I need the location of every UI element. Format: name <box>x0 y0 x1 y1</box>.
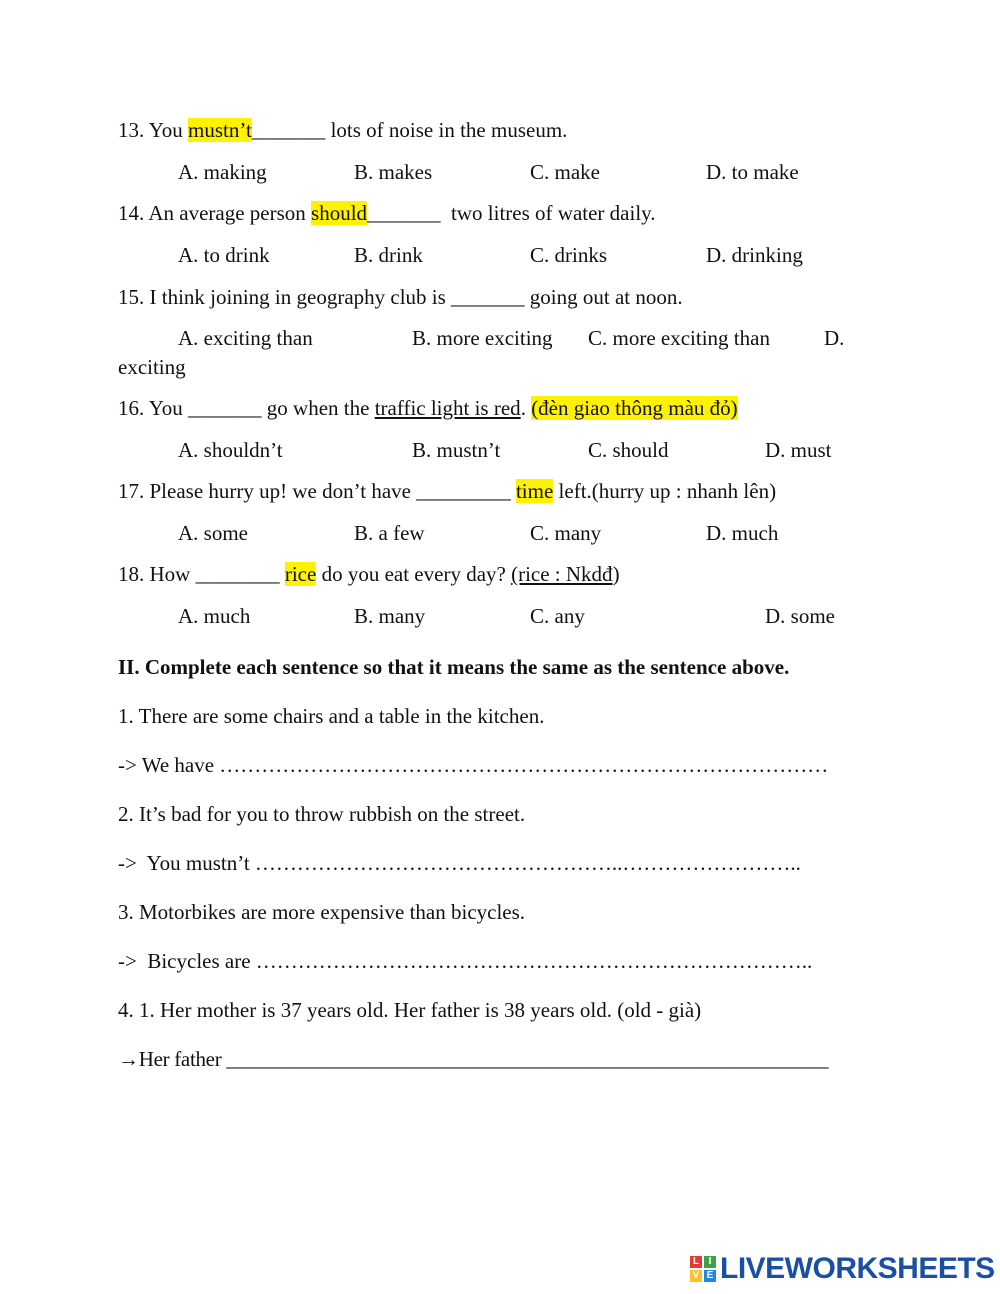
option-d[interactable]: D. some <box>765 604 835 628</box>
option-a[interactable]: A. making <box>178 160 267 184</box>
question-17-stem: 17. Please hurry up! we don’t have _________ time left.(hurry up : nhanh lên) <box>118 479 777 503</box>
option-b[interactable]: B. more exciting <box>412 326 553 350</box>
option-d[interactable]: D. to make <box>706 160 799 184</box>
rewrite-sentence-4: 4. 1. Her mother is 37 years old. Her father is 38 years old. (old - già) <box>118 998 702 1022</box>
rewrite-sentence-2: 2. It’s bad for you to throw rubbish on the street. <box>118 802 526 826</box>
question-13-stem: 13. You mustn’t_______ lots of noise in the museum. <box>118 118 568 142</box>
logo-mark-e: E <box>704 1270 716 1282</box>
option-a[interactable]: A. much <box>178 604 251 628</box>
underlined-phrase: traffic light is red <box>374 396 521 420</box>
option-c[interactable]: C. make <box>530 160 600 184</box>
question-16-stem: 16. You _______ go when the traffic light is red. (đèn giao thông màu đỏ) <box>118 396 738 420</box>
option-d-wrap[interactable]: exciting <box>118 355 186 379</box>
option-c[interactable]: C. many <box>530 521 602 545</box>
logo-mark-v: V <box>690 1270 702 1282</box>
option-b[interactable]: B. makes <box>354 160 433 184</box>
option-a[interactable]: A. some <box>178 521 248 545</box>
option-b[interactable]: B. many <box>354 604 426 628</box>
rewrite-answer-1[interactable]: -> We have …………………………………………………………………………… <box>118 753 829 777</box>
option-c[interactable]: C. drinks <box>530 243 608 267</box>
rewrite-sentence-1: 1. There are some chairs and a table in the kitchen. <box>118 704 545 728</box>
option-d[interactable]: D. drinking <box>706 243 803 267</box>
underlined-phrase: (rice : Nkdđ <box>511 562 613 586</box>
question-number: 13. <box>118 118 145 142</box>
rewrite-answer-2[interactable]: -> You mustn’t ……………………………………………..…………………….. <box>118 851 801 875</box>
highlighted-translation: (đèn giao thông màu đỏ) <box>531 396 738 420</box>
option-c[interactable]: C. should <box>588 438 669 462</box>
option-b[interactable]: B. drink <box>354 243 423 267</box>
question-number: 17. <box>118 479 145 503</box>
liveworksheets-logo <box>690 1252 995 1286</box>
option-b[interactable]: B. mustn’t <box>412 438 501 462</box>
logo-mark-l: L <box>690 1256 702 1268</box>
option-a[interactable]: A. shouldn’t <box>178 438 283 462</box>
section-2-heading: II. Complete each sentence so that it means the same as the sentence above. <box>118 655 790 679</box>
question-18-stem: 18. How ________ rice do you eat every day? (rice : Nkdđ) <box>118 562 620 586</box>
option-a[interactable]: A. to drink <box>178 243 270 267</box>
option-a[interactable]: A. exciting than <box>178 326 313 350</box>
option-b[interactable]: B. a few <box>354 521 425 545</box>
question-number: 16. <box>118 396 145 420</box>
rewrite-answer-3[interactable]: -> Bicycles are …………………………………………………………………….. <box>118 949 813 973</box>
option-d[interactable]: D. much <box>706 521 779 545</box>
option-c[interactable]: C. any <box>530 604 585 628</box>
question-number: 18. <box>118 562 145 586</box>
question-number: 14. <box>118 201 145 225</box>
highlighted-word: mustn’t <box>188 118 252 142</box>
question-number: 15. <box>118 285 145 309</box>
highlighted-word: should <box>311 201 368 225</box>
rewrite-sentence-3: 3. Motorbikes are more expensive than bicycles. <box>118 900 526 924</box>
rewrite-answer-4[interactable]: →Her father ___________________________________________________________ <box>118 1047 829 1071</box>
question-15-stem: 15. I think joining in geography club is _______ going out at noon. <box>118 285 683 309</box>
highlighted-word: rice <box>284 562 317 586</box>
highlighted-word: time <box>515 479 554 503</box>
option-c[interactable]: C. more exciting than <box>588 326 770 350</box>
logo-mark-icon <box>690 1256 716 1282</box>
question-14-stem: 14. An average person should_______ two litres of water daily. <box>118 201 656 225</box>
option-d[interactable]: D. <box>824 326 845 350</box>
logo-text: LIVEWORKSHEETS <box>720 1252 995 1285</box>
logo-mark-i: I <box>704 1256 716 1268</box>
option-d[interactable]: D. must <box>765 438 832 462</box>
